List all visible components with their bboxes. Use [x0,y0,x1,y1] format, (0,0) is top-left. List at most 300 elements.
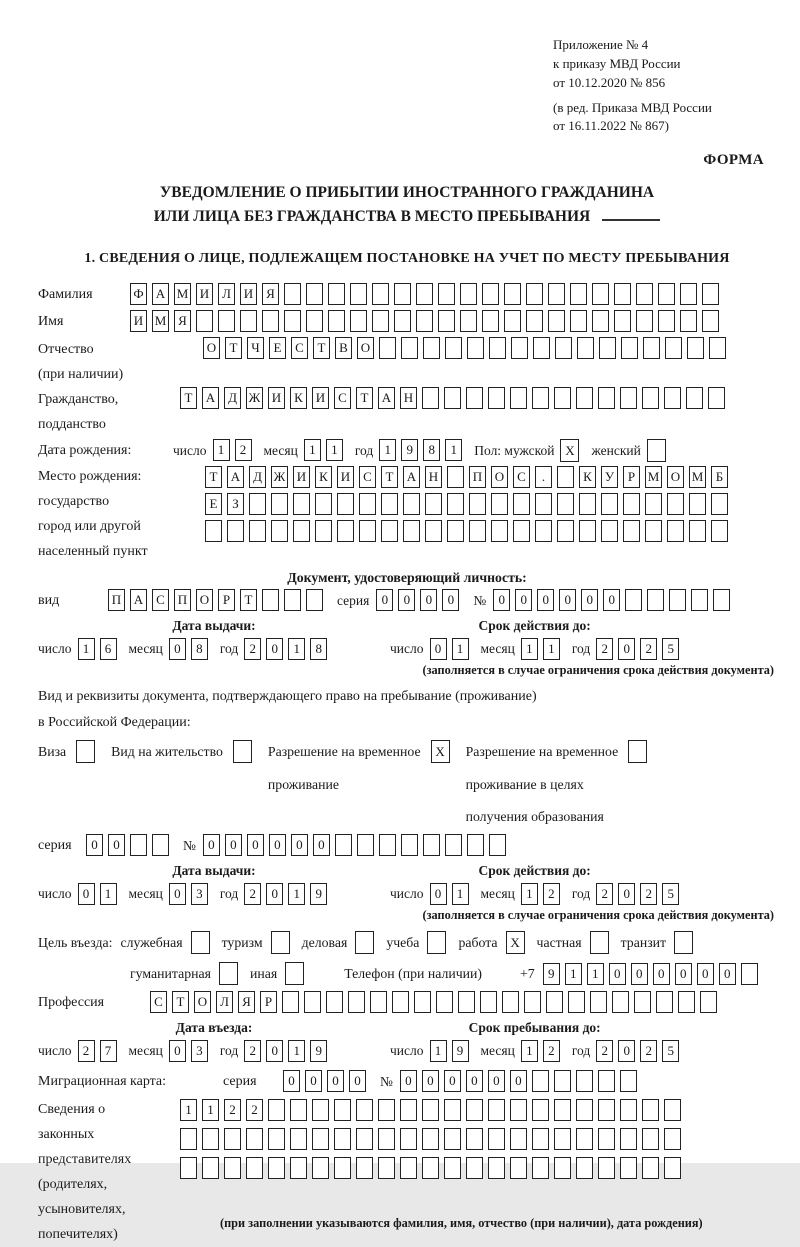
char-cell[interactable]: 3 [191,883,208,905]
char-cell[interactable] [504,310,521,332]
char-cell[interactable] [482,310,499,332]
char-cell[interactable] [554,387,571,409]
char-cell[interactable] [689,520,706,542]
char-cell[interactable] [284,589,301,611]
char-cell[interactable] [680,310,697,332]
char-cell[interactable]: 5 [662,883,679,905]
char-cell[interactable] [202,1157,219,1179]
char-cell[interactable] [687,337,704,359]
char-cell[interactable]: 9 [310,883,327,905]
char-cell[interactable] [447,466,464,488]
char-cell[interactable]: 1 [452,638,469,660]
char-cell[interactable]: 0 [376,589,393,611]
char-cell[interactable]: 0 [86,834,103,856]
char-cell[interactable] [180,1128,197,1150]
char-cell[interactable]: 2 [596,1040,613,1062]
char-cell[interactable]: 8 [191,638,208,660]
char-cell[interactable]: 0 [169,1040,186,1062]
char-cell[interactable] [674,931,693,954]
char-cell[interactable] [152,834,169,856]
char-cell[interactable] [240,310,257,332]
char-cell[interactable]: 7 [100,1040,117,1062]
char-cell[interactable] [425,493,442,515]
char-cell[interactable] [667,493,684,515]
char-cell[interactable] [445,834,462,856]
char-cell[interactable] [205,520,222,542]
char-cell[interactable]: 0 [444,1070,461,1092]
char-cell[interactable]: 1 [100,883,117,905]
char-cell[interactable] [513,493,530,515]
purpose-tourism-checkbox[interactable] [271,931,290,954]
char-cell[interactable] [686,387,703,409]
char-cell[interactable]: 3 [191,1040,208,1062]
char-cell[interactable] [394,310,411,332]
birth-month-cells[interactable] [304,439,343,461]
char-cell[interactable]: 0 [697,963,714,985]
char-cell[interactable] [532,387,549,409]
char-cell[interactable] [669,589,686,611]
char-cell[interactable]: 2 [235,439,252,461]
residence-valid-month-cells[interactable] [521,883,560,905]
char-cell[interactable] [359,493,376,515]
purpose-humanitarian-checkbox[interactable] [219,962,238,985]
char-cell[interactable]: П [108,589,125,611]
char-cell[interactable]: Л [216,991,233,1013]
char-cell[interactable] [532,1070,549,1092]
char-cell[interactable]: 0 [631,963,648,985]
stay-day-cells[interactable] [430,1040,469,1062]
char-cell[interactable]: Ж [271,466,288,488]
representatives-cells-row1[interactable] [180,1099,703,1121]
doc-issue-day-cells[interactable] [78,638,117,660]
char-cell[interactable] [504,283,521,305]
char-cell[interactable] [642,1099,659,1121]
residence-issue-day-cells[interactable] [78,883,117,905]
char-cell[interactable] [334,1099,351,1121]
doc-valid-year-cells[interactable] [596,638,679,660]
residence-valid-day-cells[interactable] [430,883,469,905]
char-cell[interactable]: 1 [452,883,469,905]
char-cell[interactable] [576,1099,593,1121]
char-cell[interactable] [381,520,398,542]
char-cell[interactable]: 0 [420,589,437,611]
char-cell[interactable] [491,493,508,515]
char-cell[interactable]: 1 [288,638,305,660]
char-cell[interactable]: Я [174,310,191,332]
char-cell[interactable] [502,991,519,1013]
char-cell[interactable]: И [337,466,354,488]
char-cell[interactable]: 0 [313,834,330,856]
char-cell[interactable]: 0 [400,1070,417,1092]
char-cell[interactable] [191,931,210,954]
char-cell[interactable] [664,387,681,409]
char-cell[interactable] [554,1157,571,1179]
residence-number-cells[interactable] [203,834,506,856]
char-cell[interactable] [620,1070,637,1092]
char-cell[interactable] [306,589,323,611]
char-cell[interactable] [328,283,345,305]
char-cell[interactable] [466,387,483,409]
char-cell[interactable] [524,991,541,1013]
char-cell[interactable] [268,1099,285,1121]
char-cell[interactable] [526,310,543,332]
char-cell[interactable] [304,991,321,1013]
char-cell[interactable] [526,283,543,305]
char-cell[interactable] [614,310,631,332]
char-cell[interactable] [554,1128,571,1150]
char-cell[interactable] [489,337,506,359]
representatives-cells-row3[interactable] [180,1157,703,1179]
char-cell[interactable]: А [227,466,244,488]
char-cell[interactable]: К [315,466,332,488]
char-cell[interactable]: 0 [283,1070,300,1092]
char-cell[interactable]: 2 [596,638,613,660]
char-cell[interactable] [312,1099,329,1121]
char-cell[interactable]: И [293,466,310,488]
char-cell[interactable]: . [535,466,552,488]
char-cell[interactable]: Н [400,387,417,409]
char-cell[interactable] [642,387,659,409]
char-cell[interactable] [711,493,728,515]
char-cell[interactable] [511,337,528,359]
char-cell[interactable] [246,1128,263,1150]
char-cell[interactable] [702,310,719,332]
stay-month-cells[interactable] [521,1040,560,1062]
char-cell[interactable]: 0 [537,589,554,611]
char-cell[interactable] [293,520,310,542]
char-cell[interactable] [381,493,398,515]
char-cell[interactable] [634,991,651,1013]
char-cell[interactable]: Т [240,589,257,611]
char-cell[interactable] [510,1128,527,1150]
purpose-study-checkbox[interactable] [427,931,446,954]
char-cell[interactable]: С [513,466,530,488]
char-cell[interactable] [568,991,585,1013]
char-cell[interactable]: 0 [169,883,186,905]
char-cell[interactable] [557,520,574,542]
char-cell[interactable] [623,493,640,515]
char-cell[interactable]: 2 [596,883,613,905]
char-cell[interactable] [306,310,323,332]
surname-cells[interactable] [130,283,719,305]
char-cell[interactable]: 5 [662,1040,679,1062]
char-cell[interactable] [350,283,367,305]
char-cell[interactable] [227,520,244,542]
char-cell[interactable]: 0 [581,589,598,611]
char-cell[interactable] [614,283,631,305]
char-cell[interactable]: Е [205,493,222,515]
char-cell[interactable]: М [689,466,706,488]
char-cell[interactable] [271,931,290,954]
doc-series-cells[interactable] [376,589,459,611]
char-cell[interactable]: З [227,493,244,515]
char-cell[interactable] [532,1157,549,1179]
char-cell[interactable] [598,1099,615,1121]
char-cell[interactable]: А [403,466,420,488]
char-cell[interactable]: Л [218,283,235,305]
char-cell[interactable]: С [291,337,308,359]
given-name-cells[interactable] [130,310,719,332]
char-cell[interactable] [599,337,616,359]
char-cell[interactable]: 0 [442,589,459,611]
char-cell[interactable] [579,520,596,542]
char-cell[interactable]: К [579,466,596,488]
char-cell[interactable]: 2 [224,1099,241,1121]
char-cell[interactable] [647,439,666,462]
char-cell[interactable] [482,283,499,305]
char-cell[interactable]: 9 [401,439,418,461]
char-cell[interactable] [290,1128,307,1150]
char-cell[interactable]: Я [238,991,255,1013]
char-cell[interactable]: 0 [466,1070,483,1092]
char-cell[interactable] [372,283,389,305]
char-cell[interactable]: М [645,466,662,488]
char-cell[interactable] [445,337,462,359]
char-cell[interactable] [466,1157,483,1179]
char-cell[interactable]: 5 [662,638,679,660]
char-cell[interactable] [664,1157,681,1179]
birth-place-cells-row1[interactable] [205,466,728,488]
char-cell[interactable] [548,310,565,332]
char-cell[interactable]: 0 [349,1070,366,1092]
char-cell[interactable] [689,493,706,515]
stay-year-cells[interactable] [596,1040,679,1062]
char-cell[interactable]: 2 [244,883,261,905]
char-cell[interactable]: 2 [246,1099,263,1121]
char-cell[interactable] [262,589,279,611]
char-cell[interactable] [268,1128,285,1150]
char-cell[interactable]: П [174,589,191,611]
char-cell[interactable] [636,283,653,305]
char-cell[interactable]: 0 [609,963,626,985]
char-cell[interactable]: Р [623,466,640,488]
char-cell[interactable]: О [491,466,508,488]
char-cell[interactable] [370,991,387,1013]
entry-day-cells[interactable] [78,1040,117,1062]
char-cell[interactable] [438,283,455,305]
char-cell[interactable] [196,310,213,332]
char-cell[interactable] [620,1128,637,1150]
char-cell[interactable] [290,1157,307,1179]
sex-male-checkbox[interactable] [560,439,579,462]
char-cell[interactable] [400,1128,417,1150]
char-cell[interactable] [612,991,629,1013]
char-cell[interactable] [425,520,442,542]
char-cell[interactable]: 0 [422,1070,439,1092]
residence-valid-year-cells[interactable] [596,883,679,905]
char-cell[interactable]: 0 [305,1070,322,1092]
char-cell[interactable] [356,1099,373,1121]
char-cell[interactable] [249,493,266,515]
char-cell[interactable] [394,283,411,305]
char-cell[interactable] [444,1157,461,1179]
char-cell[interactable] [592,310,609,332]
char-cell[interactable] [285,962,304,985]
char-cell[interactable] [444,1128,461,1150]
patronymic-cells[interactable] [203,337,726,359]
char-cell[interactable]: У [601,466,618,488]
char-cell[interactable] [233,740,252,763]
char-cell[interactable]: 2 [543,1040,560,1062]
char-cell[interactable]: 0 [719,963,736,985]
char-cell[interactable] [447,520,464,542]
char-cell[interactable]: 1 [543,638,560,660]
char-cell[interactable]: М [174,283,191,305]
char-cell[interactable]: 2 [78,1040,95,1062]
char-cell[interactable] [708,387,725,409]
char-cell[interactable]: Я [262,283,279,305]
char-cell[interactable] [598,1128,615,1150]
char-cell[interactable]: 6 [100,638,117,660]
char-cell[interactable] [488,1128,505,1150]
char-cell[interactable] [548,283,565,305]
char-cell[interactable] [268,1157,285,1179]
char-cell[interactable] [667,520,684,542]
char-cell[interactable]: Т [225,337,242,359]
char-cell[interactable]: Б [711,466,728,488]
char-cell[interactable] [447,493,464,515]
char-cell[interactable] [467,337,484,359]
char-cell[interactable]: И [130,310,147,332]
char-cell[interactable] [664,1099,681,1121]
char-cell[interactable]: Д [224,387,241,409]
char-cell[interactable] [180,1157,197,1179]
char-cell[interactable] [400,1099,417,1121]
char-cell[interactable]: 0 [269,834,286,856]
char-cell[interactable]: И [268,387,285,409]
char-cell[interactable]: 0 [559,589,576,611]
char-cell[interactable]: А [130,589,147,611]
char-cell[interactable] [601,520,618,542]
char-cell[interactable]: 1 [288,883,305,905]
char-cell[interactable] [458,991,475,1013]
char-cell[interactable] [488,1157,505,1179]
char-cell[interactable] [372,310,389,332]
char-cell[interactable]: 1 [379,439,396,461]
char-cell[interactable] [535,520,552,542]
residence-issue-month-cells[interactable] [169,883,208,905]
char-cell[interactable] [577,337,594,359]
char-cell[interactable] [422,387,439,409]
citizenship-cells[interactable] [180,387,725,409]
migration-series-cells[interactable] [283,1070,366,1092]
char-cell[interactable] [658,310,675,332]
char-cell[interactable]: Т [313,337,330,359]
char-cell[interactable]: 1 [213,439,230,461]
char-cell[interactable]: 0 [430,883,447,905]
char-cell[interactable] [356,1128,373,1150]
char-cell[interactable]: 0 [327,1070,344,1092]
char-cell[interactable] [620,1157,637,1179]
char-cell[interactable] [664,1128,681,1150]
char-cell[interactable] [422,1128,439,1150]
char-cell[interactable] [741,963,758,985]
char-cell[interactable]: 0 [603,589,620,611]
char-cell[interactable] [554,1099,571,1121]
char-cell[interactable]: С [150,991,167,1013]
char-cell[interactable] [579,493,596,515]
purpose-business-checkbox[interactable] [191,931,210,954]
char-cell[interactable]: К [290,387,307,409]
char-cell[interactable]: В [335,337,352,359]
profession-cells[interactable] [150,991,717,1013]
char-cell[interactable] [290,1099,307,1121]
char-cell[interactable] [378,1099,395,1121]
doc-issue-year-cells[interactable] [244,638,327,660]
char-cell[interactable]: А [152,283,169,305]
edu-permit-checkbox[interactable] [628,740,647,763]
char-cell[interactable]: 9 [543,963,560,985]
visa-checkbox[interactable] [76,740,95,763]
char-cell[interactable]: 8 [423,439,440,461]
char-cell[interactable] [379,337,396,359]
char-cell[interactable]: X [506,931,525,954]
char-cell[interactable] [642,1157,659,1179]
char-cell[interactable] [510,1099,527,1121]
char-cell[interactable]: С [334,387,351,409]
char-cell[interactable]: 0 [398,589,415,611]
char-cell[interactable] [400,1157,417,1179]
char-cell[interactable] [334,1128,351,1150]
char-cell[interactable] [570,310,587,332]
char-cell[interactable] [532,1099,549,1121]
char-cell[interactable]: Ф [130,283,147,305]
char-cell[interactable] [658,283,675,305]
char-cell[interactable] [444,387,461,409]
char-cell[interactable] [480,991,497,1013]
char-cell[interactable] [416,310,433,332]
char-cell[interactable] [645,493,662,515]
char-cell[interactable]: О [196,589,213,611]
char-cell[interactable] [284,283,301,305]
char-cell[interactable] [315,493,332,515]
char-cell[interactable] [224,1157,241,1179]
char-cell[interactable]: Р [260,991,277,1013]
char-cell[interactable] [621,337,638,359]
purpose-commercial-checkbox[interactable] [355,931,374,954]
char-cell[interactable] [335,834,352,856]
char-cell[interactable] [592,283,609,305]
char-cell[interactable] [224,1128,241,1150]
char-cell[interactable]: П [469,466,486,488]
char-cell[interactable]: 9 [452,1040,469,1062]
char-cell[interactable] [438,310,455,332]
char-cell[interactable]: 0 [515,589,532,611]
char-cell[interactable] [423,834,440,856]
char-cell[interactable]: Н [425,466,442,488]
char-cell[interactable] [315,520,332,542]
char-cell[interactable]: 1 [445,439,462,461]
char-cell[interactable]: 0 [291,834,308,856]
char-cell[interactable]: 8 [310,638,327,660]
char-cell[interactable] [555,337,572,359]
char-cell[interactable] [423,337,440,359]
char-cell[interactable]: Ч [247,337,264,359]
char-cell[interactable] [337,520,354,542]
char-cell[interactable] [379,834,396,856]
char-cell[interactable] [401,834,418,856]
char-cell[interactable]: 0 [618,883,635,905]
char-cell[interactable] [401,337,418,359]
representatives-cells-row2[interactable] [180,1128,703,1150]
char-cell[interactable] [306,283,323,305]
char-cell[interactable] [444,1099,461,1121]
char-cell[interactable] [709,337,726,359]
char-cell[interactable]: 2 [244,1040,261,1062]
char-cell[interactable]: 2 [543,883,560,905]
char-cell[interactable] [469,520,486,542]
char-cell[interactable]: 0 [675,963,692,985]
